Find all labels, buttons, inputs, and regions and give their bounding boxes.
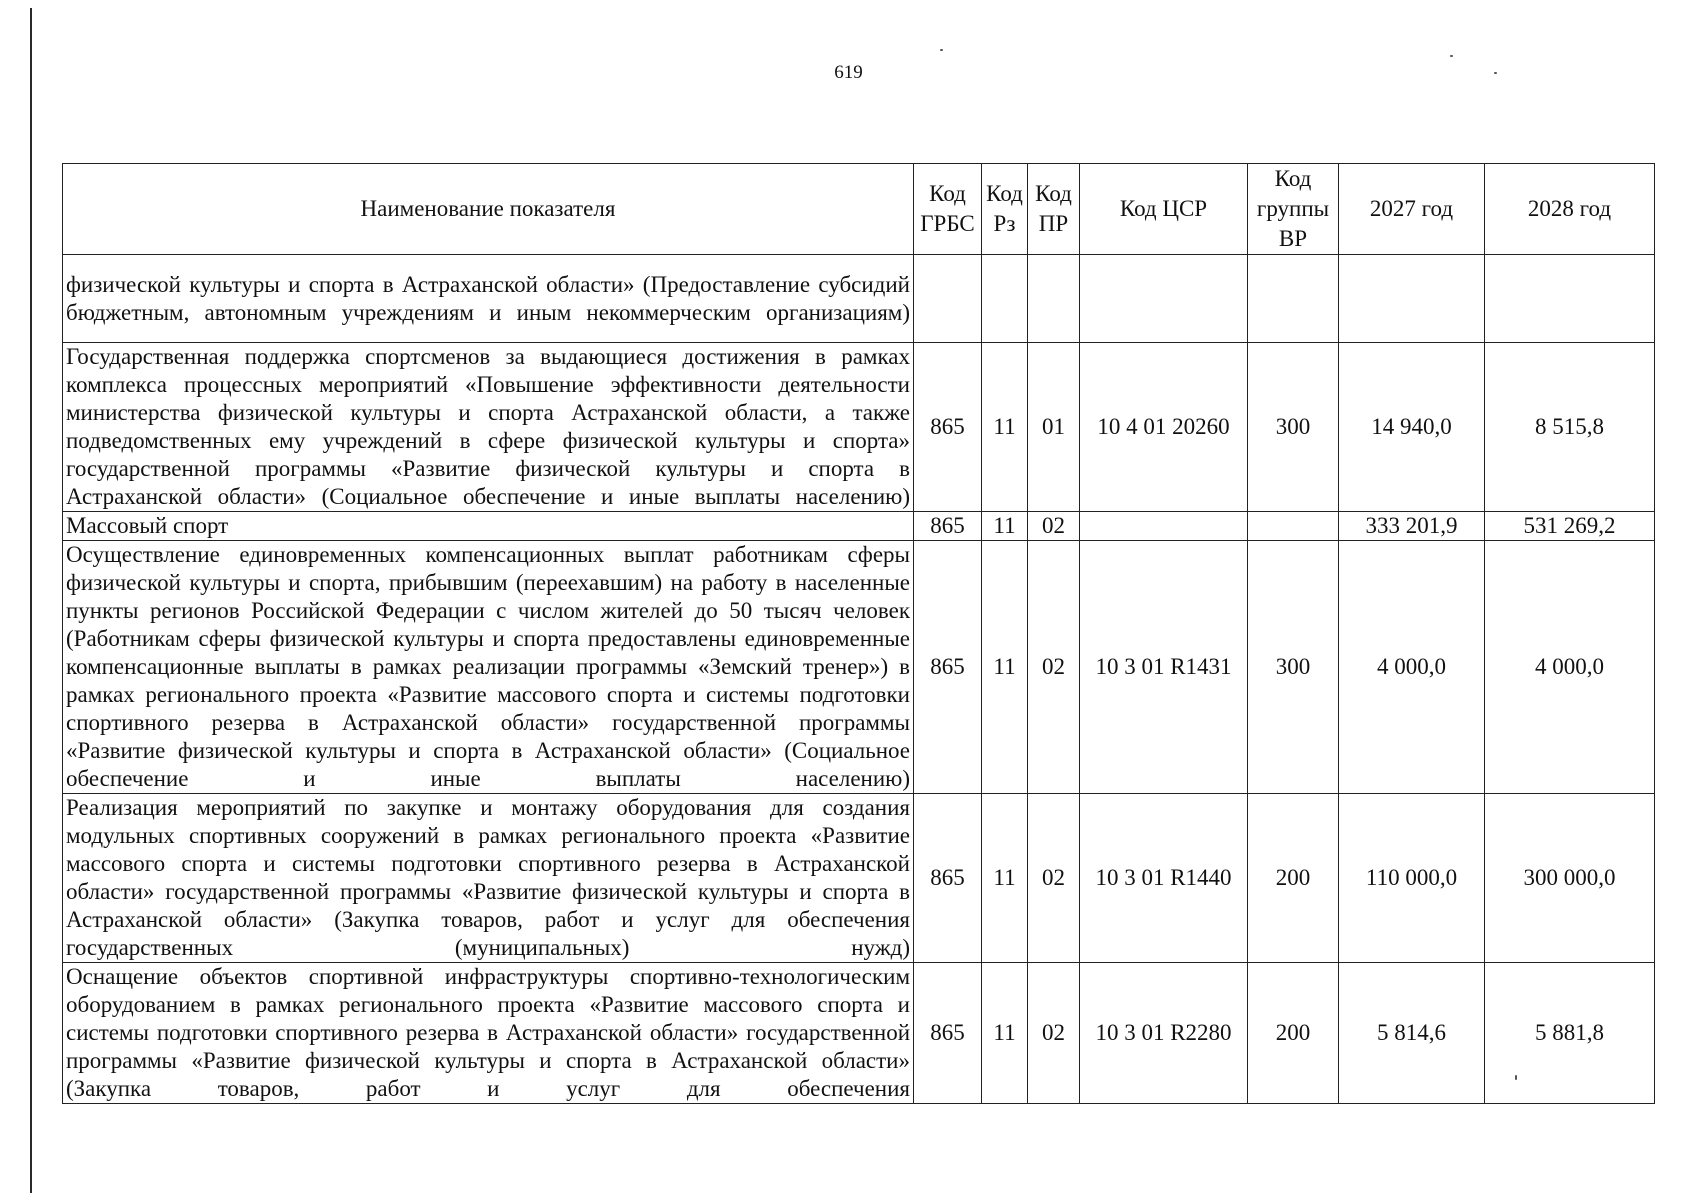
budget-table — [62, 163, 1655, 1104]
table-row — [63, 255, 1655, 343]
row-csr: 10 3 01 R1431 — [1080, 541, 1248, 794]
row-grbs — [914, 255, 982, 343]
row-rz: 11 — [982, 541, 1028, 794]
row-rz: 11 — [982, 343, 1028, 512]
table-row — [63, 794, 1655, 963]
row-pr — [1028, 255, 1080, 343]
row-name: Осуществление единовременных компенсационных выплат работникам сферы физической культуры и спорта, прибывшим (переехавшим) на работу в населенные пункты регионов Российской Федерации с числом жителей до 50 тысяч человек (Работникам сферы физической культуры и спорта предоставлены единовременные компенсационные выплаты в рамках реализации программы «Земский тренер») в рамках регионального проекта «Развитие массового спорта и системы подготовки спортивного резерва в Астраханской области» государственной программы «Развитие физической культуры и спорта в Астраханской области» (Социальное обеспечение и иные выплаты населению) — [63, 541, 914, 794]
row-csr: 10 3 01 R1440 — [1080, 794, 1248, 963]
row-2028: 300 000,0 — [1485, 794, 1655, 963]
scan-speck — [940, 49, 943, 51]
row-csr — [1080, 255, 1248, 343]
row-grbs: 865 — [914, 794, 982, 963]
row-vr: 300 — [1248, 541, 1339, 794]
row-2028: 531 269,2 — [1485, 512, 1655, 541]
row-2027: 14 940,0 — [1339, 343, 1485, 512]
row-rz: 11 — [982, 963, 1028, 1104]
row-pr: 02 — [1028, 794, 1080, 963]
row-vr: 200 — [1248, 794, 1339, 963]
row-grbs: 865 — [914, 963, 982, 1104]
row-2028 — [1485, 255, 1655, 343]
row-name: Реализация мероприятий по закупке и монтажу оборудования для создания модульных спортивных сооружений в рамках регионального проекта «Развитие массового спорта и системы подготовки спортивного резерва в Астраханской области» государственной программы «Развитие физической культуры и спорта в Астраханской области» (Закупка товаров, работ и услуг для обеспечения государственных (муниципальных) нужд) — [63, 794, 914, 963]
header-2028: 2028 год — [1485, 164, 1655, 255]
row-2028: 5 881,8 — [1485, 963, 1655, 1104]
scan-speck — [1450, 55, 1453, 57]
header-2027: 2027 год — [1339, 164, 1485, 255]
row-csr: 10 3 01 R2280 — [1080, 963, 1248, 1104]
row-pr: 02 — [1028, 512, 1080, 541]
row-pr: 02 — [1028, 963, 1080, 1104]
binding-margin-line — [30, 8, 32, 1193]
row-2027: 333 201,9 — [1339, 512, 1485, 541]
row-csr: 10 4 01 20260 — [1080, 343, 1248, 512]
table-header-row — [63, 164, 1655, 255]
row-name: Государственная поддержка спортсменов за выдающиеся достижения в рамках комплекса процессных мероприятий «Повышение эффективности деятельности министерства физической культуры и спорта Астраханской области, а также подведомственных ему учреждений в сфере физической культуры и спорта» государственной программы «Развитие физической культуры и спорта в Астраханской области» (Социальное обеспечение и иные выплаты населению) — [63, 343, 914, 512]
row-2028: 8 515,8 — [1485, 343, 1655, 512]
table-row — [63, 541, 1655, 794]
header-name: Наименование показателя — [63, 164, 914, 255]
row-grbs: 865 — [914, 541, 982, 794]
row-2028: 4 000,0 — [1485, 541, 1655, 794]
row-2027: 5 814,6 — [1339, 963, 1485, 1104]
row-rz — [982, 255, 1028, 343]
header-csr: Код ЦСР — [1080, 164, 1248, 255]
row-vr: 200 — [1248, 963, 1339, 1104]
row-pr: 01 — [1028, 343, 1080, 512]
header-grbs: Код ГРБС — [914, 164, 982, 255]
table-row — [63, 343, 1655, 512]
row-name: физической культуры и спорта в Астраханской области» (Предоставление субсидий бюджетным, автономным учреждениям и иным некоммерческим организациям) — [63, 255, 914, 343]
row-grbs: 865 — [914, 512, 982, 541]
row-2027: 4 000,0 — [1339, 541, 1485, 794]
table-row — [63, 512, 1655, 541]
row-2027: 110 000,0 — [1339, 794, 1485, 963]
header-pr: Код ПР — [1028, 164, 1080, 255]
header-rz: Код Рз — [982, 164, 1028, 255]
row-csr — [1080, 512, 1248, 541]
row-rz: 11 — [982, 512, 1028, 541]
page-number: 619 — [834, 62, 863, 83]
row-vr: 300 — [1248, 343, 1339, 512]
row-vr — [1248, 512, 1339, 541]
row-rz: 11 — [982, 794, 1028, 963]
header-vr: Код группы ВР — [1248, 164, 1339, 255]
row-grbs: 865 — [914, 343, 982, 512]
row-pr: 02 — [1028, 541, 1080, 794]
row-name: Оснащение объектов спортивной инфраструктуры спортивно-технологическим оборудованием в рамках регионального проекта «Развитие массового спорта и системы подготовки спортивного резерва в Астраханской области» государственной программы «Развитие физической культуры и спорта в Астраханской области» (Закупка товаров, работ и услуг для обеспечения — [63, 963, 914, 1104]
row-name: Массовый спорт — [63, 512, 914, 541]
row-2027 — [1339, 255, 1485, 343]
table-row — [63, 963, 1655, 1104]
row-vr — [1248, 255, 1339, 343]
